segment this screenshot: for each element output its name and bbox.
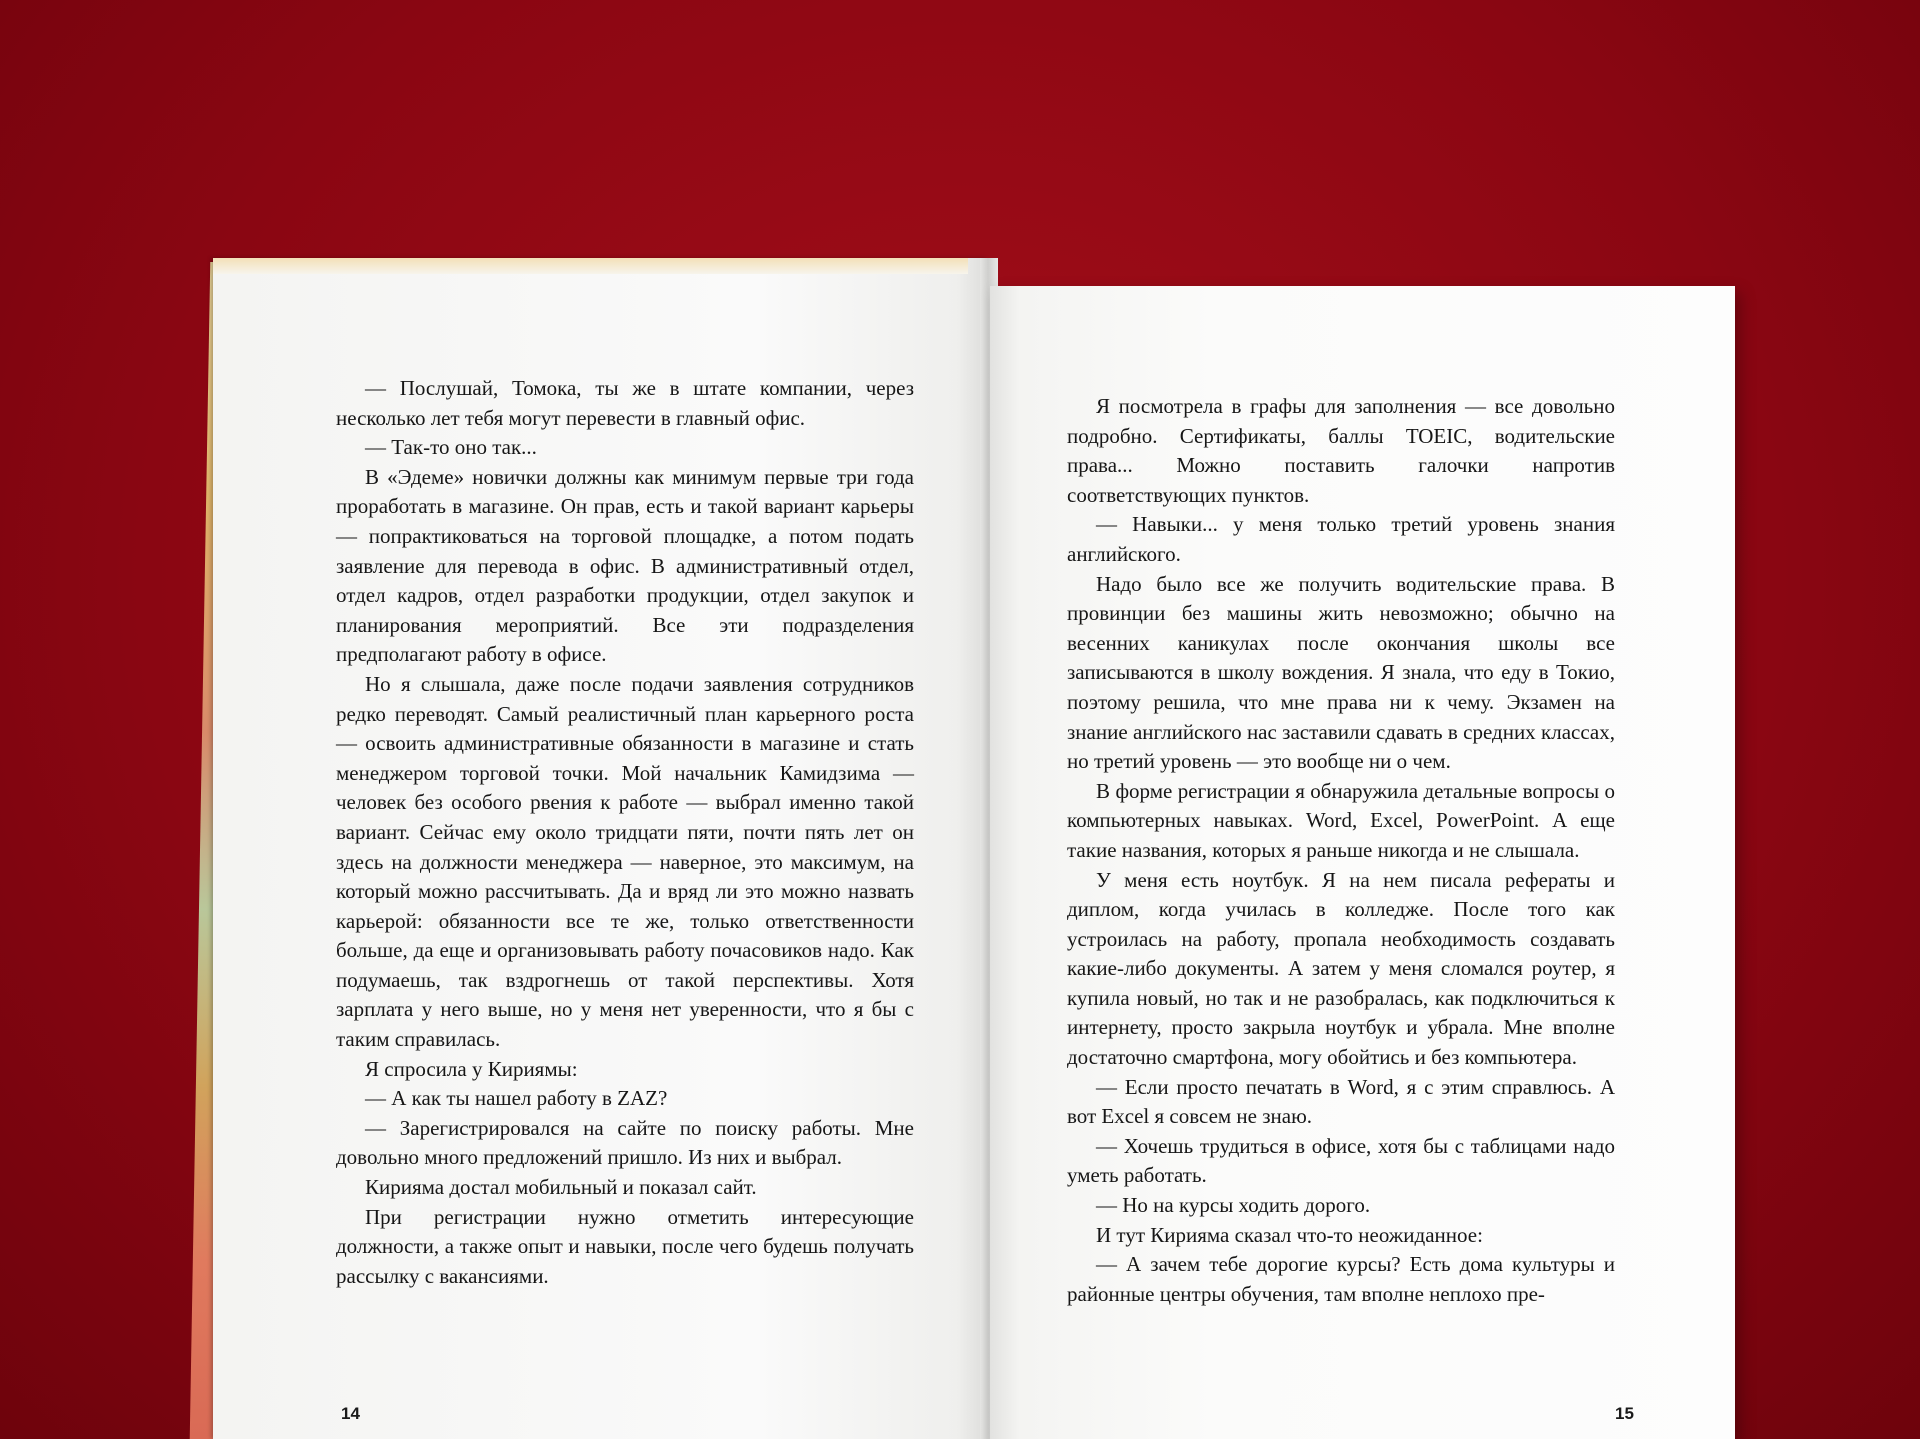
paragraph: Надо было все же получить водительские права. В провинции без машины жить невозможно; обычно на весенних каникулах после окончания школы все записываются в школу вождения. Я знала, что еду в Токио, поэтому решила, что мне права ни к чему. Экзамен на знание английского нас заставили сдавать в средних классах, но третий уровень — это вообще ни о чем. [1067,571,1615,774]
left-page-top-edge [213,258,968,274]
paragraph: Но я слышала, даже после подачи заявления сотрудников редко переводят. Самый реалистичный план карьерного роста — освоить административные обязанности в магазине и стать менеджером торговой точки. Мой начальник Камидзима — человек без особого рвения к работе — выбрал именно такой вариант. Сейчас ему около тридцати пяти, почти пять лет он здесь на должности менеджера — наверное, это максимум, на который можно рассчитывать. Да и вряд ли это можно назвать карьерой: обязанности все те же, только ответственности больше, да еще и организовывать работу почасовиков надо. Как подумаешь, так вздрогнешь от такой перспективы. Хотя зарплата у него выше, но у меня нет уверенности, что я бы с таким справилась. [336,671,914,1052]
page-number-left: 14 [341,1404,360,1423]
paragraph: — Так-то оно так... [365,435,537,460]
paragraph: — А зачем тебе дорогие курсы? Есть дома культуры и районные центры обучения, там вполне неплохо пре- [1067,1252,1615,1306]
right-page-text [1067,392,1615,1309]
paragraph: Я спросила у Кириямы: [365,1056,578,1081]
paragraph: — Если просто печатать в Word, я с этим справлюсь. А вот Excel я совсем не знаю. [1067,1074,1615,1129]
paragraph: — Хочешь трудиться в офисе, хотя бы с таблицами надо уметь работать. [1067,1133,1615,1188]
paragraph: В «Эдеме» новички должны как минимум первые три года проработать в магазине. Он прав, есть и такой вариант карьеры — попрактиковаться на торговой площадке, а потом подать заявление для перевода в офис. В административный отдел, отдел кадров, отдел разработки продукции, отдел закупок и планирования мероприятий. Все эти подразделения предполагают работу в офисе. [336,464,914,667]
page-number-right: 15 [1615,1404,1634,1423]
paragraph: У меня есть ноутбук. Я на нем писала рефераты и диплом, когда училась в колледже. После того как устроилась на работу, пропала необходимость создавать какие-либо документы. А затем у меня сломался роутер, я купила новый, но так и не разобралась, как подключиться к интернету, просто закрыла ноутбук и убрала. Мне вполне достаточно смартфона, могу обойтись и без компьютера. [1067,867,1615,1070]
paragraph: — Зарегистрировался на сайте по поиску работы. Мне довольно много предложений пришло. Из них и выбрал. [336,1115,914,1170]
paragraph: При регистрации нужно отметить интересующие должности, а также опыт и навыки, после чего будешь получать рассылку с вакансиями. [336,1204,914,1288]
paragraph: Я посмотрела в графы для заполнения — все довольно подробно. Сертификаты, баллы TOEIC, водительские права... Можно поставить галочки напротив соответствующих пунктов. [1067,394,1615,507]
left-page-text [336,374,914,1291]
paragraph: Кирияма достал мобильный и показал сайт. [365,1175,757,1200]
paragraph: — А как ты нашел работу в ZAZ? [365,1086,668,1111]
paragraph: — Навыки... у меня только третий уровень знания английского. [1067,512,1615,566]
paragraph: — Но на курсы ходить дорого. [1096,1193,1371,1218]
paragraph: И тут Кирияма сказал что-то неожиданное: [1096,1222,1483,1247]
paragraph: В форме регистрации я обнаружила детальные вопросы о компьютерных навыках. Word, Excel, PowerPoint. А еще такие названия, которых я раньше никогда и не слышала. [1067,778,1615,862]
paragraph: — Послушай, Томока, ты же в штате компании, через несколько лет тебя могут перевести в главный офис. [336,376,914,430]
